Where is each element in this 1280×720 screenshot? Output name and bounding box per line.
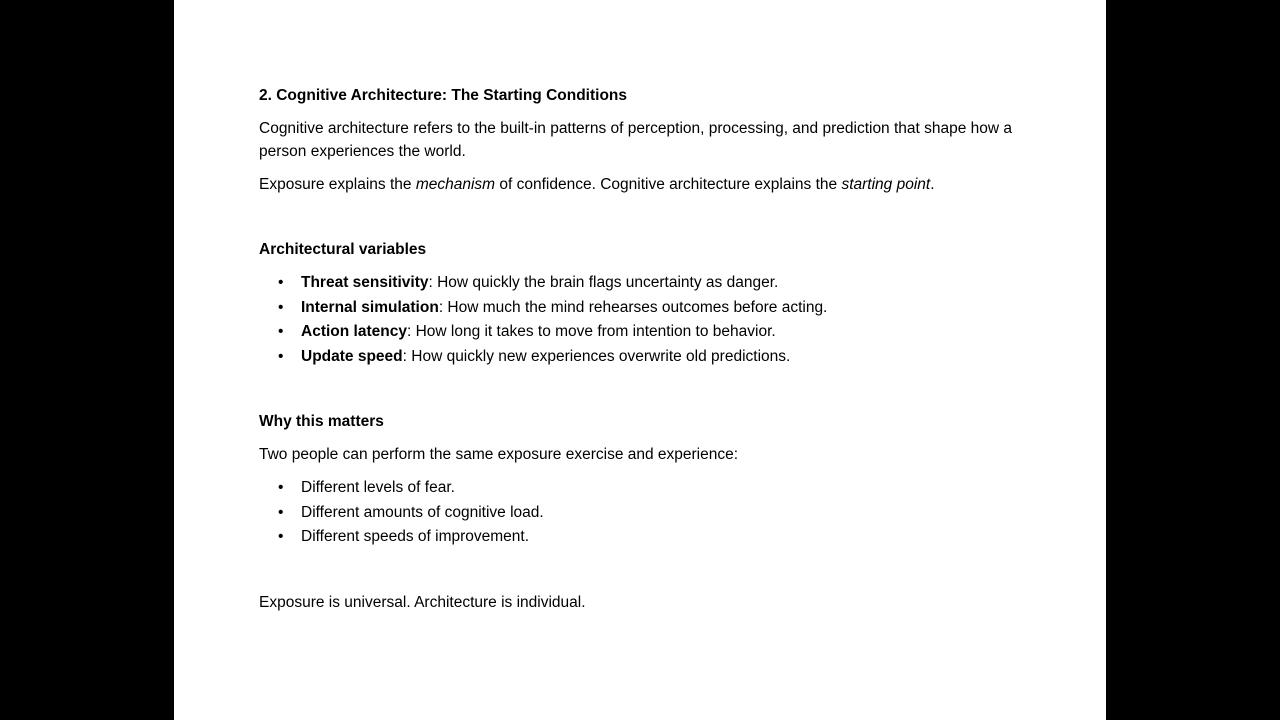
section-heading: 2. Cognitive Architecture: The Starting Conditions xyxy=(259,87,628,104)
bullet-icon: • xyxy=(278,528,284,545)
matters-list xyxy=(259,476,1019,550)
exposure-text-2: of confidence. Cognitive architecture explains the xyxy=(495,176,842,193)
list-item xyxy=(259,501,1019,526)
intro-paragraph: Cognitive architecture refers to the built-in patterns of perception, processing, and prediction that shape how a person experiences the world. xyxy=(259,120,1013,160)
list-item xyxy=(259,525,1019,550)
matters-item-text: Different levels of fear. xyxy=(301,479,455,496)
variable-term: Update speed xyxy=(301,347,403,365)
variable-term: Internal simulation xyxy=(301,298,439,316)
conclusion-text: Exposure is universal. Architecture is individual. xyxy=(259,593,586,611)
list-item xyxy=(259,320,1019,345)
exposure-paragraph xyxy=(259,173,1019,196)
variable-term: Threat sensitivity xyxy=(301,274,429,291)
matters-heading: Why this matters xyxy=(259,413,384,430)
list-item xyxy=(259,271,1019,296)
variables-list xyxy=(259,271,1019,369)
bullet-icon: • xyxy=(278,274,284,291)
matters-intro: Two people can perform the same exposure exercise and experience: xyxy=(259,446,739,463)
list-item xyxy=(259,476,1019,501)
variables-heading: Architectural variables xyxy=(259,241,427,258)
bullet-icon: • xyxy=(278,479,284,496)
bullet-icon: • xyxy=(278,503,284,521)
exposure-text-3: . xyxy=(930,176,935,193)
bullet-icon: • xyxy=(278,323,284,340)
bullet-icon: • xyxy=(278,298,284,316)
variable-desc: : How much the mind rehearses outcomes before acting. xyxy=(438,298,828,316)
variable-desc: : How quickly the brain flags uncertainty as danger. xyxy=(428,274,779,291)
document-content xyxy=(259,84,1019,614)
exposure-text-1: Exposure explains the xyxy=(259,176,416,193)
bullet-icon: • xyxy=(278,347,284,365)
variable-desc: : How long it takes to move from intention to behavior. xyxy=(406,323,776,340)
exposure-em-starting-point: starting point xyxy=(841,176,931,193)
list-item xyxy=(259,296,1019,321)
variable-term: Action latency xyxy=(301,323,407,340)
document-page xyxy=(174,0,1106,720)
list-item xyxy=(259,345,1019,370)
matters-item-text: Different amounts of cognitive load. xyxy=(301,503,544,521)
exposure-em-mechanism: mechanism xyxy=(415,176,496,193)
matters-item-text: Different speeds of improvement. xyxy=(301,528,530,545)
variable-desc: : How quickly new experiences overwrite old predictions. xyxy=(402,347,791,365)
